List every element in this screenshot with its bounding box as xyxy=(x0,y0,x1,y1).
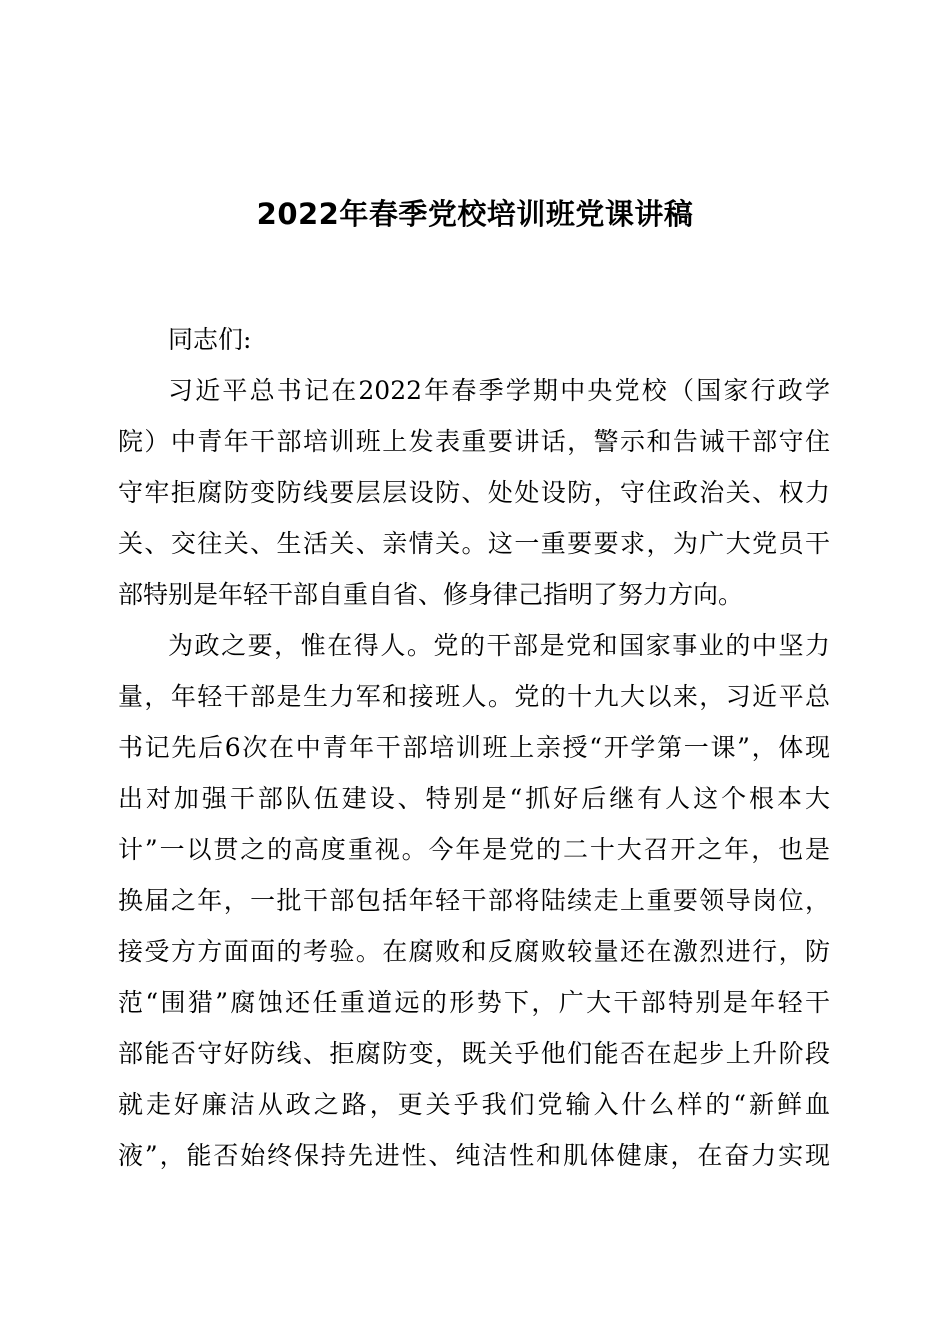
document-body xyxy=(118,314,830,1181)
paragraph-1-line: 习近平总书记在2022年春季学期中央党校（国家行政学 xyxy=(168,376,830,405)
paragraph-1-line: 关、交往关、生活关、亲情关。这一重要要求，为广大党员干 xyxy=(118,529,830,558)
paragraph-2-line: 接受方方面面的考验。在腐败和反腐败较量还在激烈进行，防 xyxy=(118,937,830,966)
paragraph-2-line: 书记先后6次在中青年干部培训班上亲授“开学第一课”，体现 xyxy=(118,733,830,762)
paragraph-1-line: 部特别是年轻干部自重自省、修身律己指明了努力方向。 xyxy=(118,580,744,609)
paragraph-2-line: 计”一以贯之的高度重视。今年是党的二十大召开之年，也是 xyxy=(118,835,830,864)
paragraph-2-line: 量，年轻干部是生力军和接班人。党的十九大以来，习近平总 xyxy=(118,682,830,711)
paragraph-2-line: 液”，能否始终保持先进性、纯洁性和肌体健康，在奋力实现 xyxy=(118,1141,830,1170)
paragraph-2-line: 部能否守好防线、拒腐防变，既关乎他们能否在起步上升阶段 xyxy=(118,1039,830,1068)
document-title: 2022年春季党校培训班党课讲稿 xyxy=(256,197,694,231)
paragraph-1-line: 守牢拒腐防变防线要层层设防、处处设防，守住政治关、权力 xyxy=(118,478,830,507)
paragraph-2-line: 换届之年，一批干部包括年轻干部将陆续走上重要领导岗位， xyxy=(118,886,830,915)
paragraph-2-line: 就走好廉洁从政之路，更关乎我们党输入什么样的“新鲜血 xyxy=(118,1090,830,1119)
paragraph-1-line: 院）中青年干部培训班上发表重要讲话，警示和告诫干部守住 xyxy=(118,427,830,456)
paragraph-2-line: 范“围猎”腐蚀还任重道远的形势下，广大干部特别是年轻干 xyxy=(118,988,830,1017)
paragraph-2-line: 为政之要，惟在得人。党的干部是党和国家事业的中坚力 xyxy=(168,631,830,660)
greeting-line: 同志们: xyxy=(168,325,252,354)
paragraph-2-line: 出对加强干部队伍建设、特别是“抓好后继有人这个根本大 xyxy=(118,784,830,813)
